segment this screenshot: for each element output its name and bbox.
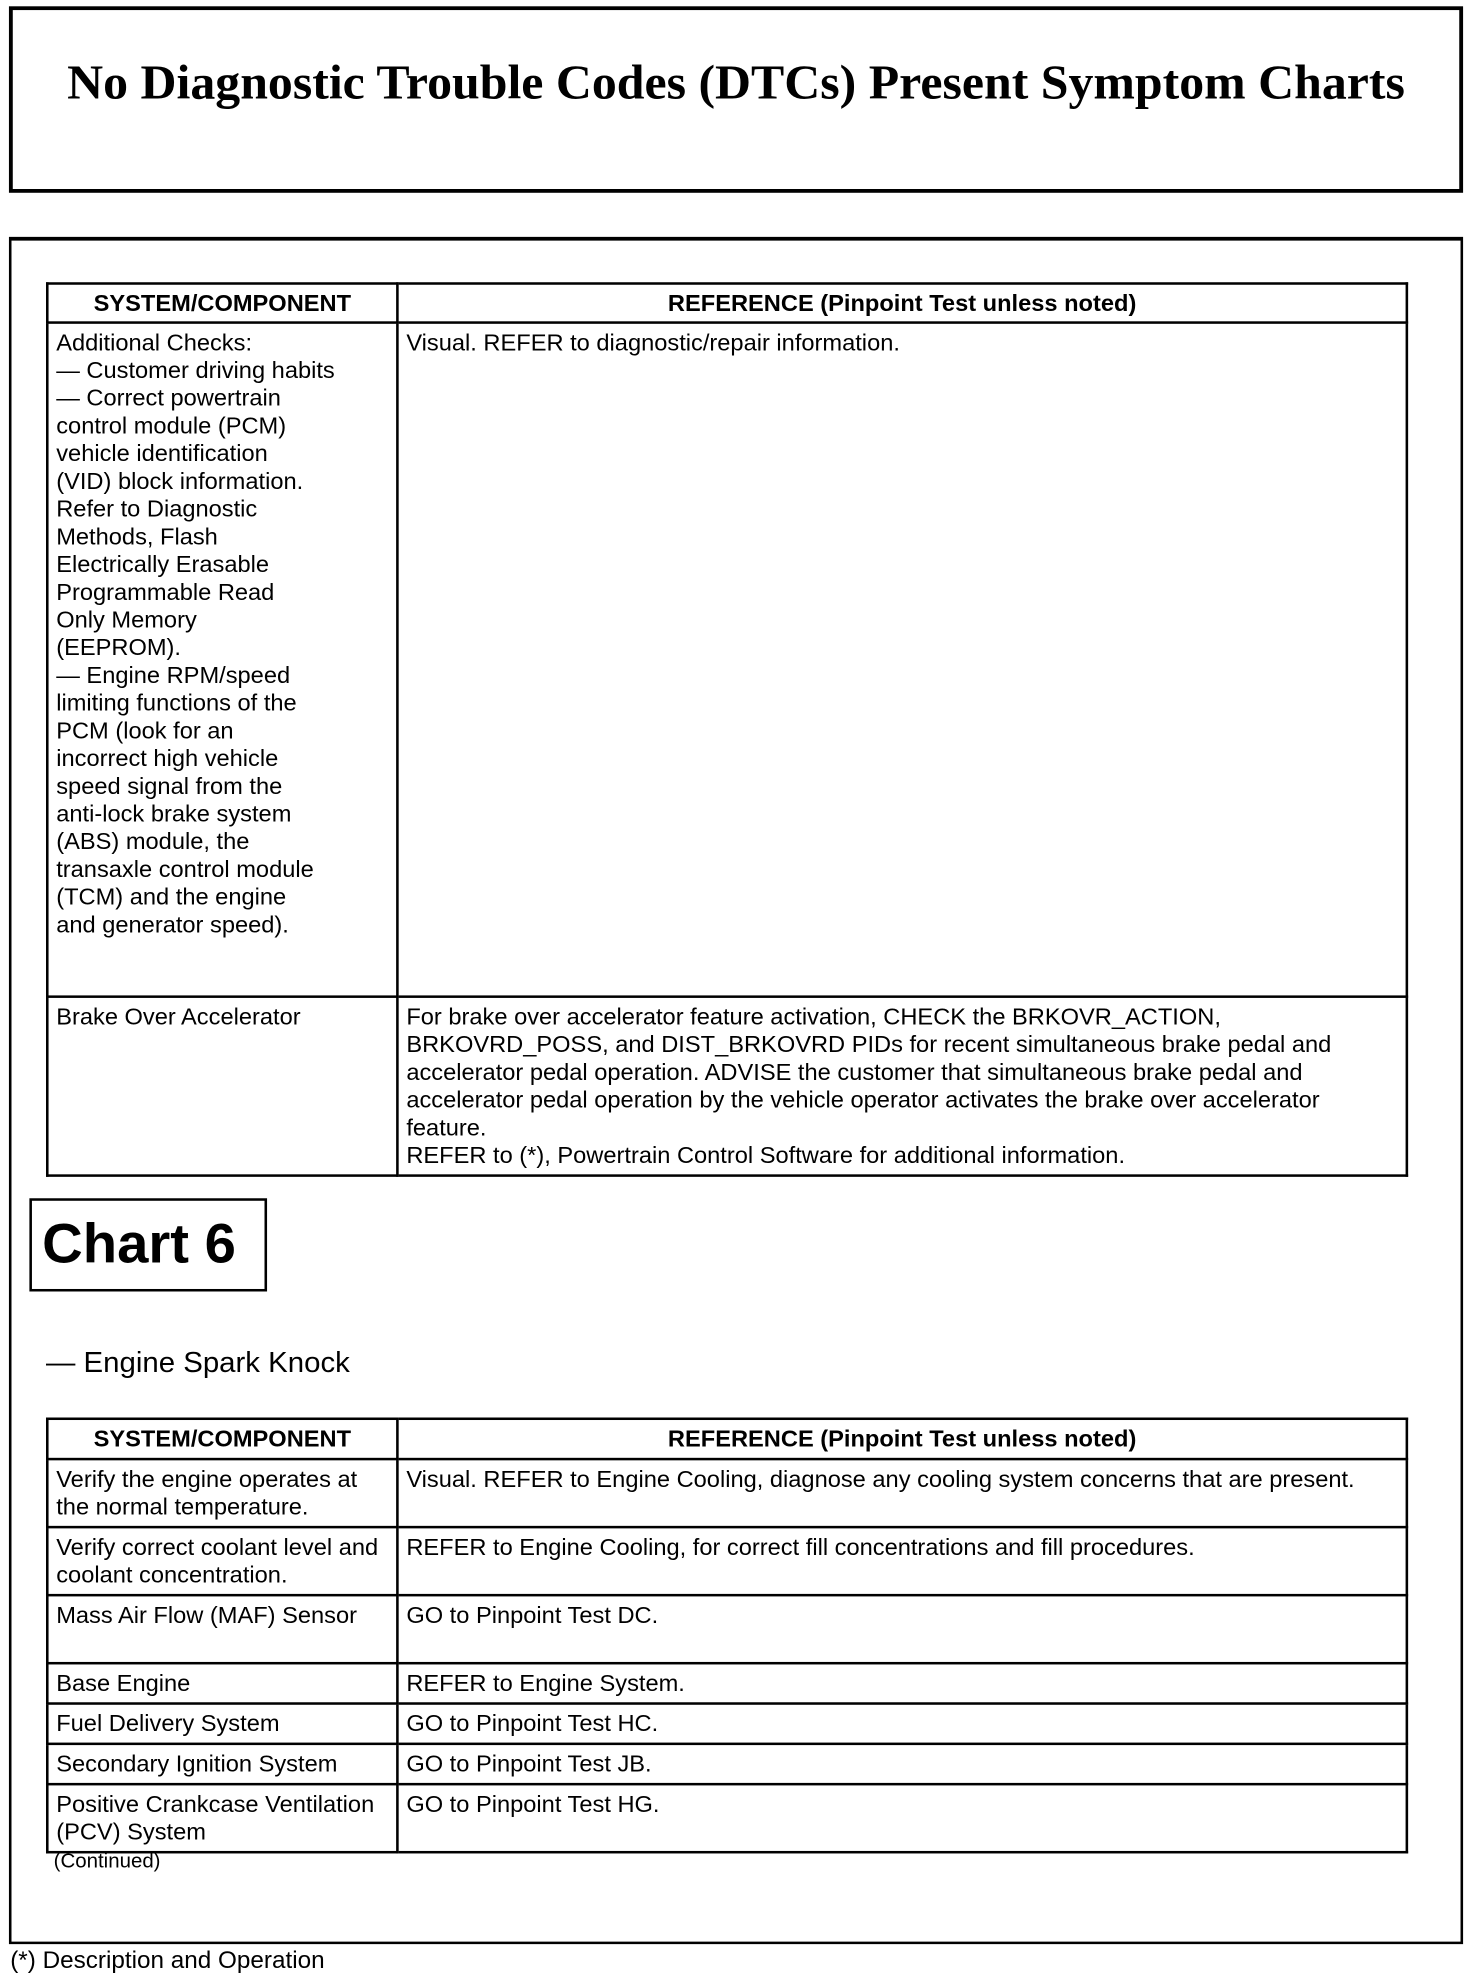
continued-note: (Continued) bbox=[53, 1850, 161, 1873]
reference-cell: REFER to Engine Cooling, for correct fill concentrations and fill procedures. bbox=[397, 1527, 1406, 1595]
table-row bbox=[47, 1784, 1407, 1852]
table-row bbox=[47, 1595, 1407, 1663]
reference-cell: GO to Pinpoint Test HC. bbox=[397, 1704, 1406, 1744]
reference-cell: For brake over accelerator feature activation, CHECK the BRKOVR_ACTION, BRKOVRD_POSS, and DIST_BRKOVRD PIDs for recent simultaneous brake pedal and accelerator pedal operation. ADVISE the customer that simultaneous brake pedal and accelerator pedal operation by the vehicle operator activates the brake over accelerator feature. REFER to (*), Powertrain Control Software for additional information. bbox=[397, 997, 1406, 1176]
component-cell: Additional Checks: — Customer driving habits — Correct powertrain control module (PCM) vehicle identification (VID) block information. Refer to Diagnostic Methods, Flash Electrically Erasable Programmable Read Only Memory (EEPROM). — Engine RPM/speed limiting functions of the PCM (look for an incorrect high vehicle speed signal from the anti-lock brake system (ABS) module, the transaxle control module (TCM) and the engine and generator speed). bbox=[47, 323, 397, 997]
table-row bbox=[47, 1744, 1407, 1784]
component-cell: Brake Over Accelerator bbox=[47, 997, 397, 1176]
reference-cell: REFER to Engine System. bbox=[397, 1663, 1406, 1703]
component-cell: Positive Crankcase Ventilation (PCV) System bbox=[47, 1784, 397, 1852]
reference-cell: GO to Pinpoint Test JB. bbox=[397, 1744, 1406, 1784]
table-row bbox=[47, 1704, 1407, 1744]
table-row bbox=[47, 997, 1407, 1176]
table-row bbox=[47, 1527, 1407, 1595]
reference-cell: GO to Pinpoint Test DC. bbox=[397, 1595, 1406, 1663]
table-row bbox=[47, 1663, 1407, 1703]
table-header bbox=[47, 284, 1407, 323]
header-system-component: SYSTEM/COMPONENT bbox=[47, 284, 397, 323]
title-box bbox=[9, 6, 1463, 192]
component-cell: Fuel Delivery System bbox=[47, 1704, 397, 1744]
symptom-table-2 bbox=[46, 1418, 1408, 1854]
component-cell: Verify the engine operates at the normal temperature. bbox=[47, 1459, 397, 1527]
component-cell: Mass Air Flow (MAF) Sensor bbox=[47, 1595, 397, 1663]
chart-label: Chart 6 bbox=[29, 1198, 267, 1291]
table-row bbox=[47, 323, 1407, 997]
table-header bbox=[47, 1419, 1407, 1459]
header-system-component: SYSTEM/COMPONENT bbox=[47, 1419, 397, 1459]
symptom-heading: — Engine Spark Knock bbox=[46, 1345, 350, 1379]
footnote: (*) Description and Operation bbox=[10, 1947, 325, 1975]
reference-cell: GO to Pinpoint Test HG. bbox=[397, 1784, 1406, 1852]
reference-cell: Visual. REFER to diagnostic/repair information. bbox=[397, 323, 1406, 997]
component-cell: Base Engine bbox=[47, 1663, 397, 1703]
reference-cell: Visual. REFER to Engine Cooling, diagnose any cooling system concerns that are present. bbox=[397, 1459, 1406, 1527]
header-reference: REFERENCE (Pinpoint Test unless noted) bbox=[397, 284, 1406, 323]
header-reference: REFERENCE (Pinpoint Test unless noted) bbox=[397, 1419, 1406, 1459]
symptom-table-1 bbox=[46, 282, 1408, 1177]
component-cell: Verify correct coolant level and coolant concentration. bbox=[47, 1527, 397, 1595]
page-title: No Diagnostic Trouble Codes (DTCs) Present Symptom Charts bbox=[67, 55, 1405, 110]
component-cell: Secondary Ignition System bbox=[47, 1744, 397, 1784]
table-row bbox=[47, 1459, 1407, 1527]
